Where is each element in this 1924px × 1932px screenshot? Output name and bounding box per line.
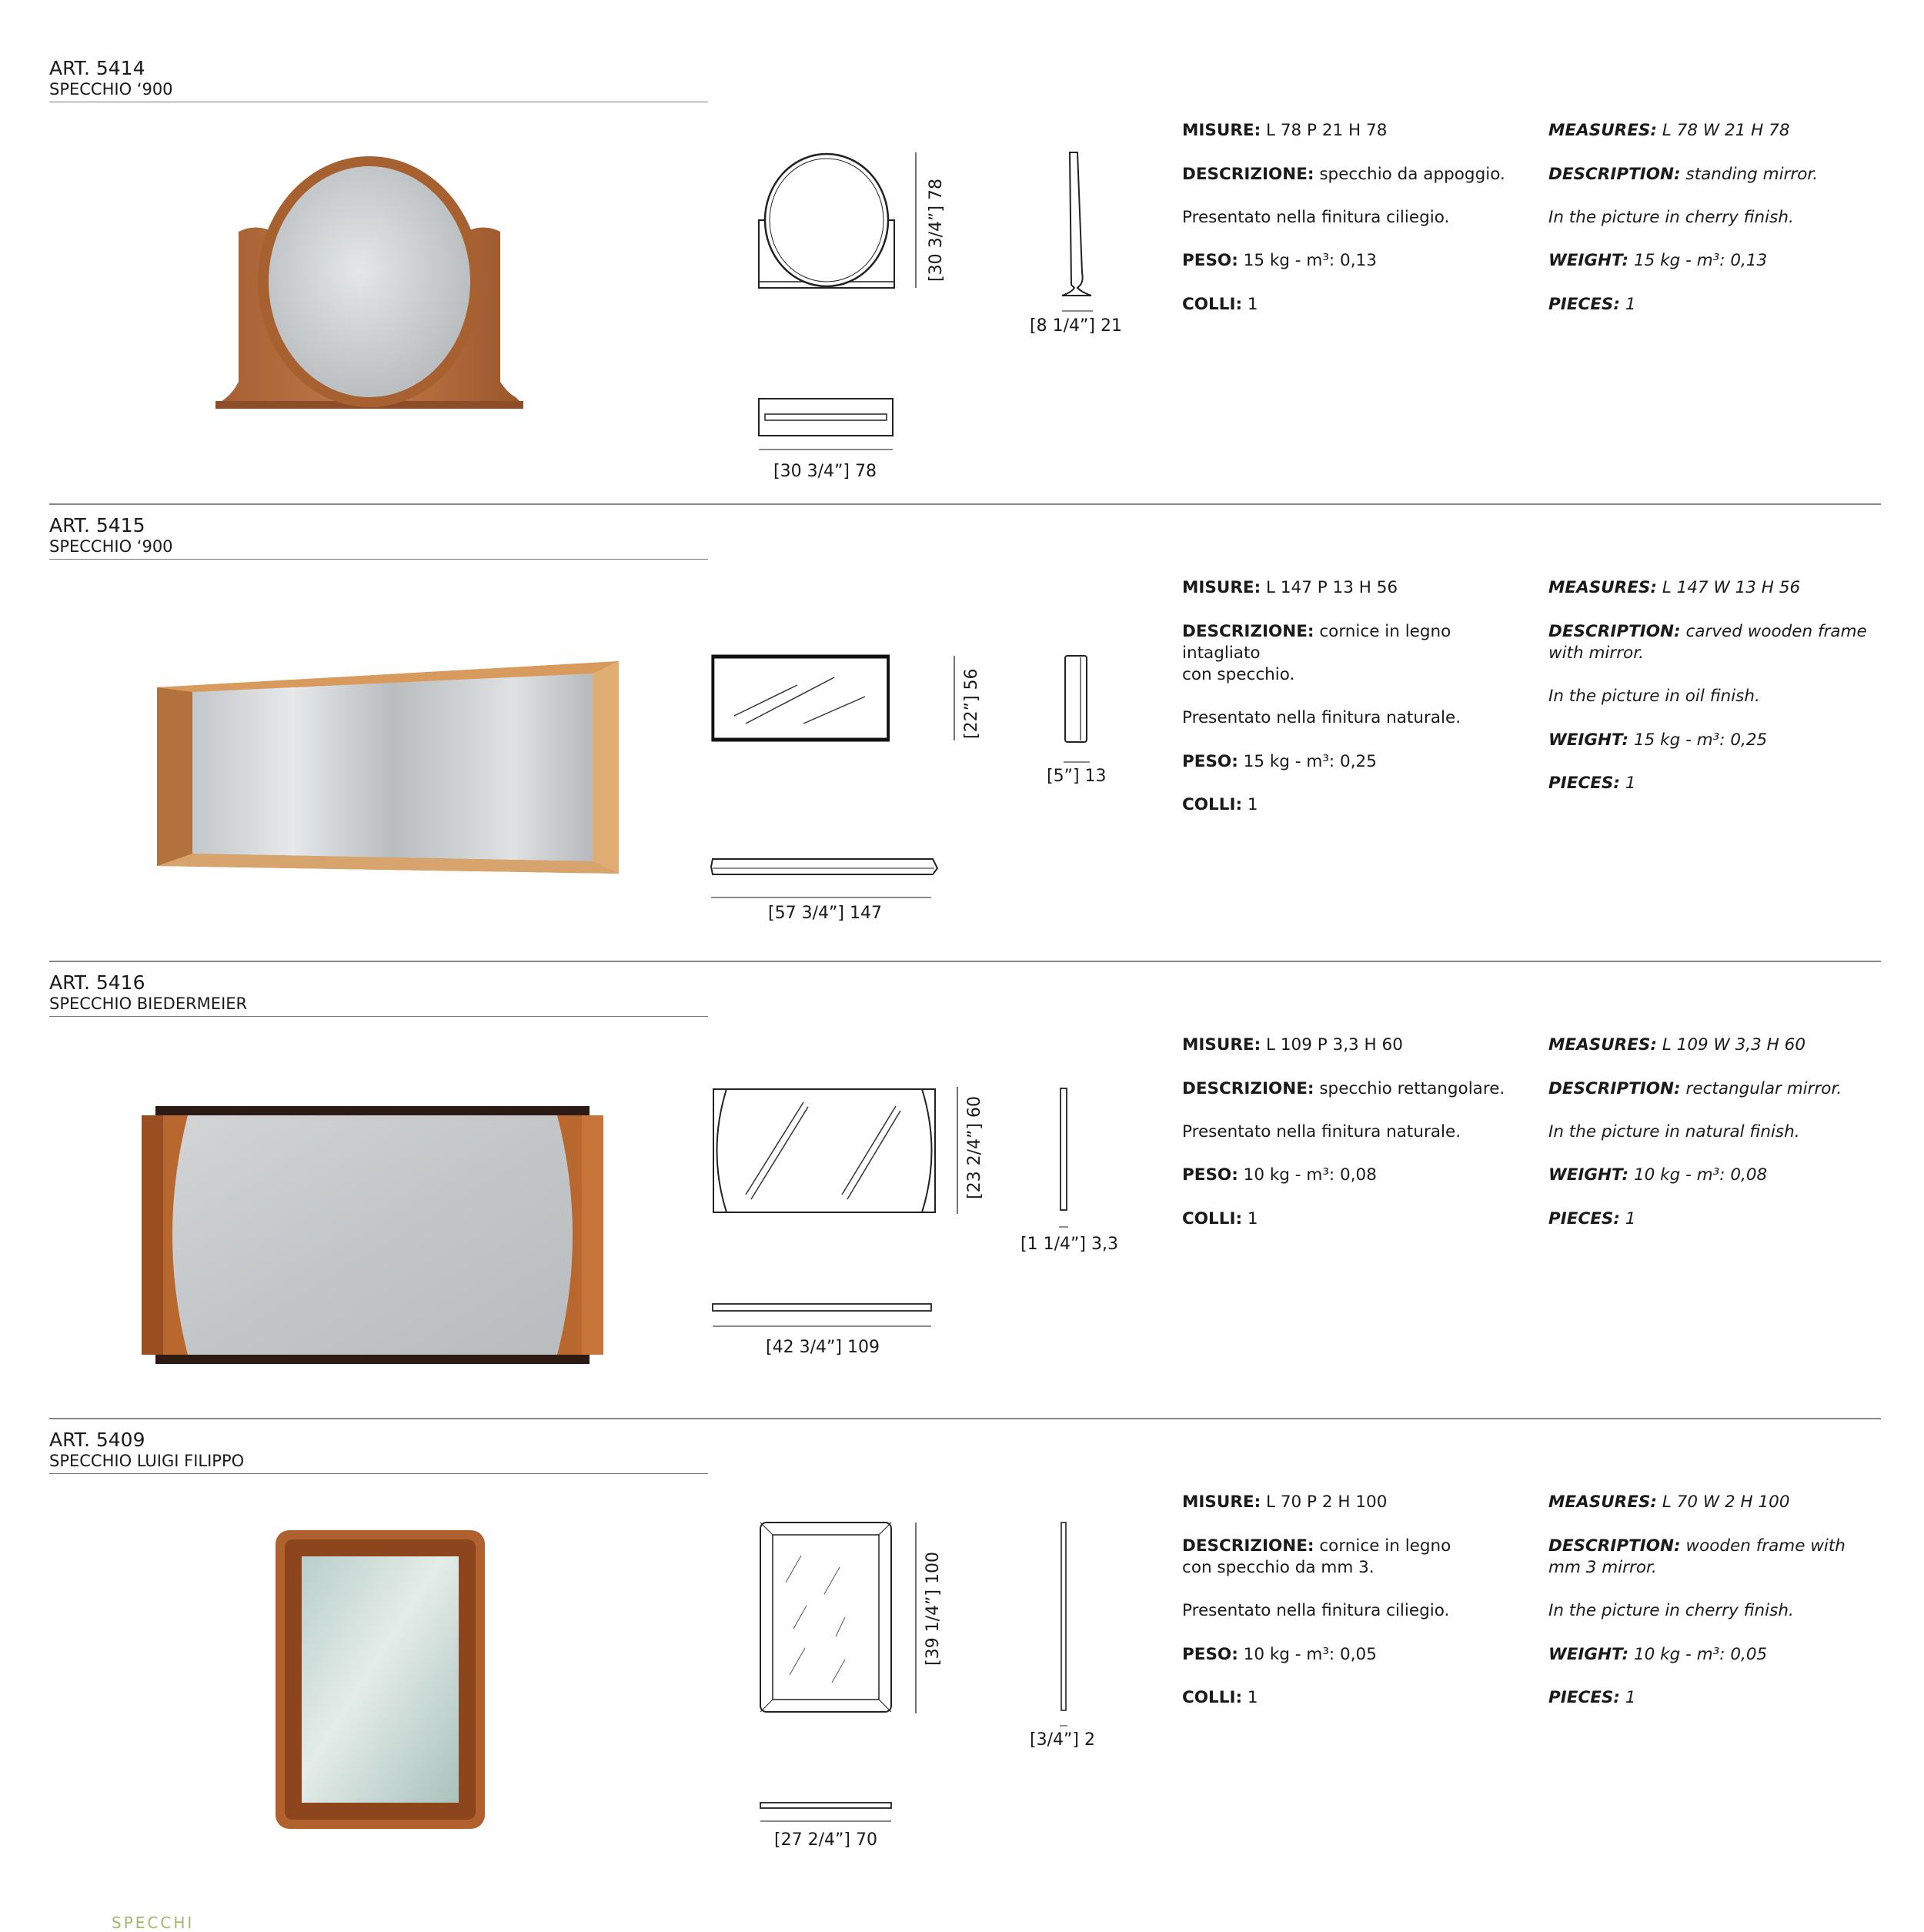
height-line — [956, 1087, 959, 1214]
article-number: ART. 5415 — [49, 514, 145, 536]
article-name: SPECCHIO ‘900 — [49, 80, 173, 99]
product-section-5409 — [0, 1422, 1924, 1880]
depth-dimension: [1 1/4”] 3,3 — [1020, 1235, 1118, 1254]
english-specs: MEASURES: L 109 W 3,3 H 60 DESCRIPTION: rectangular mirror. In the picture in natural finish. WEIGHT: 10 kg - m³: 0,08 PIECES: 1 — [1548, 1035, 1842, 1228]
height-dimension: [23 2/4”] 60 — [965, 1096, 984, 1199]
product-section-5416 — [0, 965, 1924, 1423]
article-number: ART. 5416 — [49, 971, 145, 994]
italian-specs: MISURE: L 109 P 3,3 H 60 DESCRIZIONE: specchio rettangolare. Presentato nella finitura naturale. PESO: 10 kg - m³: 0,08 COLLI: 1 — [1182, 1035, 1505, 1228]
catalog-footer-label: SPECCHI — [112, 1914, 195, 1932]
article-number: ART. 5409 — [49, 1429, 145, 1451]
product-section-5414 — [0, 51, 1924, 509]
section-separator — [49, 1418, 1881, 1419]
article-number: ART. 5414 — [49, 57, 145, 79]
section-separator — [49, 961, 1881, 962]
height-line — [914, 1523, 917, 1713]
article-name: SPECCHIO BIEDERMEIER — [49, 994, 248, 1013]
title-rule — [49, 1016, 708, 1017]
top-view-drawing — [711, 1301, 934, 1339]
top-view-drawing — [759, 1800, 897, 1830]
top-view-drawing — [757, 396, 896, 457]
front-view-drawing — [754, 151, 924, 305]
depth-dimension: [5”] 13 — [1047, 767, 1107, 786]
side-view-drawing — [1056, 1087, 1071, 1233]
english-specs: MEASURES: L 78 W 21 H 78 DESCRIPTION: standing mirror. In the picture in cherry finish. WEIGHT: 15 kg - m³: 0,13 PIECES: 1 — [1548, 121, 1819, 314]
title-rule — [49, 559, 708, 560]
italian-specs: MISURE: L 70 P 2 H 100 DESCRIZIONE: cornice in legno con specchio da mm 3. Presentato nella finitura ciliegio. PESO: 10 kg - m³: 0,05 COLLI: 1 — [1182, 1492, 1451, 1708]
side-view-drawing — [1062, 654, 1093, 770]
product-photo-round-mirror — [208, 147, 531, 455]
product-photo-wall-mirror — [154, 658, 623, 874]
product-section-5415 — [0, 508, 1924, 966]
article-name: SPECCHIO LUIGI FILIPPO — [49, 1452, 245, 1470]
depth-dimension: [8 1/4”] 21 — [1030, 316, 1122, 336]
product-photo-luigi-filippo-mirror — [274, 1529, 486, 1830]
side-view-drawing — [1056, 1521, 1071, 1729]
width-dimension: [42 3/4”] 109 — [766, 1338, 880, 1357]
depth-dimension: [3/4”] 2 — [1030, 1730, 1095, 1750]
side-view-drawing — [1054, 149, 1101, 319]
title-rule — [49, 1473, 708, 1474]
height-dimension: [30 3/4”] 78 — [927, 179, 946, 282]
width-dimension: [27 2/4”] 70 — [774, 1830, 877, 1850]
width-dimension: [30 3/4”] 78 — [773, 462, 877, 481]
width-dimension: [57 3/4”] 147 — [768, 904, 882, 923]
height-dimension: [22”] 56 — [962, 668, 981, 739]
height-line — [953, 656, 956, 740]
english-specs: MEASURES: L 147 W 13 H 56 DESCRIPTION: carved wooden frame with mirror. In the picture in oil finish. WEIGHT: 15 kg - m³: 0,25 PIECES: 1 — [1548, 578, 1867, 794]
italian-specs: MISURE: L 147 P 13 H 56 DESCRIZIONE: cornice in legno intagliato con specchio. Presentato nella finitura naturale. PESO: 15 kg - m³: 0,25 COLLI: 1 — [1182, 578, 1461, 815]
top-view-drawing — [710, 851, 940, 905]
italian-specs: MISURE: L 78 P 21 H 78 DESCRIZIONE: specchio da appoggio. Presentato nella finitura ciliegio. PESO: 15 kg - m³: 0,13 COLLI: 1 — [1182, 121, 1505, 314]
article-name: SPECCHIO ‘900 — [49, 537, 173, 556]
front-view-drawing — [711, 1087, 942, 1218]
front-view-drawing — [711, 654, 896, 747]
section-separator — [49, 503, 1881, 505]
front-view-drawing — [759, 1521, 913, 1721]
height-dimension: [39 1/4”] 100 — [924, 1552, 943, 1666]
english-specs: MEASURES: L 70 W 2 H 100 DESCRIPTION: wooden frame with mm 3 mirror. In the picture in cherry finish. WEIGHT: 10 kg - m³: 0,05 PIECES: 1 — [1548, 1492, 1846, 1708]
product-photo-biedermeier-mirror — [142, 1106, 603, 1364]
